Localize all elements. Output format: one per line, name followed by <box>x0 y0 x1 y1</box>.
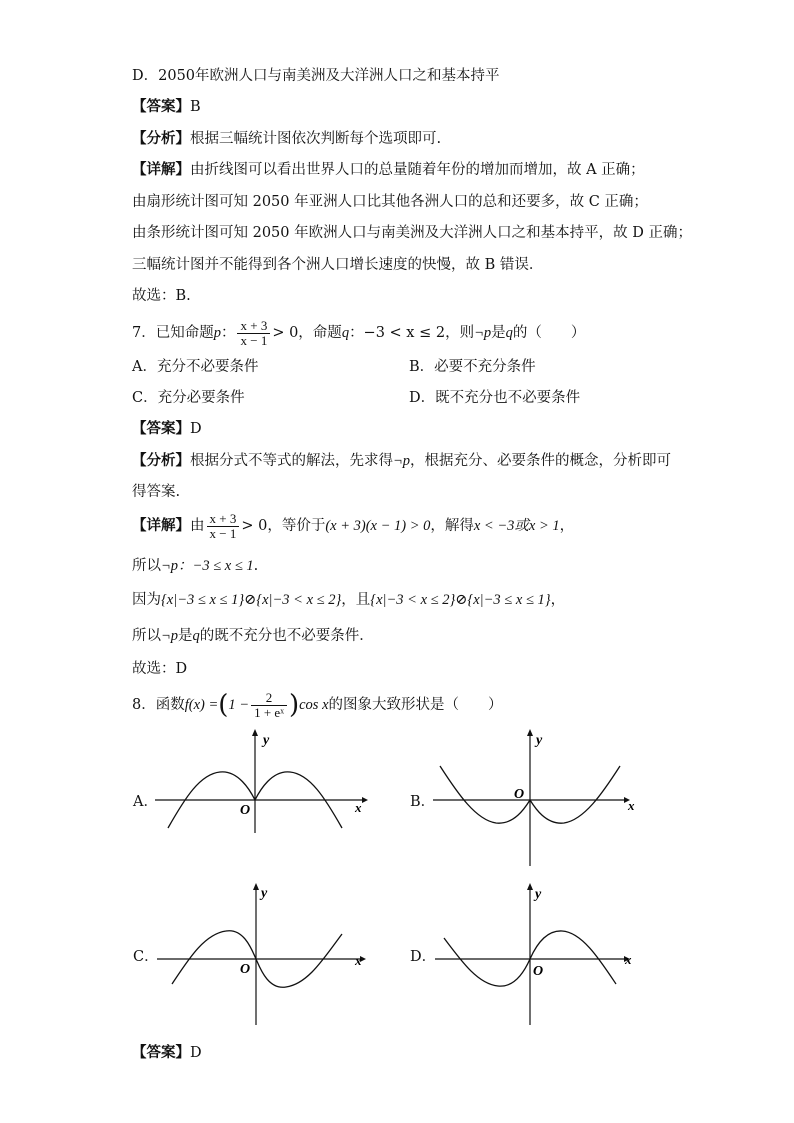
q7-detail-2-text: 所以 <box>132 558 161 574</box>
q7-q-end: q <box>505 325 513 341</box>
graph-b-origin-label: O <box>514 787 525 802</box>
q7-detail-fraction-denominator: x − 1 <box>209 525 237 541</box>
q7-option-d: D．既不充分也不必要条件 <box>409 390 581 406</box>
q7-analysis-text-c: ，根据充分、必要条件的概念，分析即可 <box>410 453 672 469</box>
q8-cos: cos x <box>299 697 329 713</box>
graph-d-y-label: y <box>535 887 542 902</box>
q7-fraction <box>237 319 270 348</box>
graph-d-y-arrow <box>527 883 533 890</box>
answer-line-previous <box>132 97 201 117</box>
q7-detail-text-d: ，解得 <box>430 518 474 534</box>
q7-detail-solution: x < −3或x > 1 <box>473 518 560 534</box>
q7-gt0: > 0，命题 <box>272 325 342 341</box>
q7-detail-text-b: > 0，等价于 <box>241 518 326 534</box>
q7-detail-product: (x + 3)(x − 1) > 0 <box>325 518 431 534</box>
q7-analysis-tag: 【分析】 <box>132 452 190 469</box>
q7-detail-fraction-numerator: x + 3 <box>207 512 240 527</box>
graph-a-x-arrow <box>362 797 368 803</box>
q7-analysis-line-1 <box>132 451 671 471</box>
answer-value: B <box>190 99 201 115</box>
q7-choice-line: 故选：D <box>132 661 188 677</box>
choice-line-previous: 故选：B. <box>132 288 191 304</box>
q7-detail-tag: 【详解】 <box>132 517 190 534</box>
q7-option-a: A．充分不必要条件 <box>132 359 259 375</box>
answer-tag: 【答案】 <box>132 98 190 115</box>
q8-fraction-numerator: 2 <box>251 691 287 706</box>
q7-analysis-not-p: ¬p <box>393 453 411 469</box>
q7-detail-4-text-c: 是 <box>178 628 193 644</box>
analysis-tag: 【分析】 <box>132 130 190 147</box>
question-7-stem <box>132 318 585 348</box>
q8-left-paren: ( <box>218 690 229 720</box>
q7-tail: 的（ ） <box>512 325 586 341</box>
q7-detail-line-4 <box>132 626 374 646</box>
graph-c-y-arrow <box>253 883 259 890</box>
q8-one-minus: 1 − <box>228 697 250 713</box>
q7-detail-text-f: ， <box>559 518 575 534</box>
q8-answer-value: D <box>190 1045 202 1061</box>
q7-detail-4-text-e: 的既不充分也不必要条件． <box>199 628 374 644</box>
q7-detail-4-q: q <box>192 628 200 644</box>
q8-option-c-label: C． <box>133 949 159 965</box>
q7-answer-line <box>132 419 202 439</box>
q8-fraction <box>251 691 287 720</box>
q7-detail-line-1 <box>132 511 574 541</box>
q8-answer-tag: 【答案】 <box>132 1044 190 1061</box>
q7-q-label: q <box>341 325 350 341</box>
q7-detail-not-p-range: ¬p：−3 ≤ x ≤ 1 <box>161 558 254 574</box>
graph-a-origin-label: O <box>240 803 251 818</box>
q7-analysis-line-2: 得答案. <box>132 484 181 500</box>
q7-detail-3-text-c: ，且 <box>341 592 371 608</box>
analysis-line-previous <box>132 129 441 149</box>
graph-c-y-label: y <box>261 886 268 901</box>
graph-a-y-label: y <box>263 733 270 748</box>
detail-line-previous-1 <box>132 160 645 180</box>
q7-is: 是 <box>491 325 506 341</box>
q7-detail-set-relation-1: {x|−3 ≤ x ≤ 1}⊘{x|−3 < x ≤ 2} <box>161 592 342 608</box>
q7-detail-4-not-p: ¬p <box>161 628 179 644</box>
q7-prefix: 7．已知命题 <box>132 325 214 341</box>
q7-p-label: p <box>213 325 221 341</box>
q7-detail-set-relation-2: {x|−3 < x ≤ 2}⊘{x|−3 ≤ x ≤ 1} <box>370 592 551 608</box>
q7-fraction-numerator: x + 3 <box>237 319 270 334</box>
graph-d-x-label: x <box>625 952 632 967</box>
q7-detail-3-text-a: 因为 <box>132 592 161 608</box>
q7-detail-text-a: 由 <box>190 518 205 534</box>
q8-graph-d <box>430 882 650 1027</box>
q7-colon: ： <box>220 325 236 341</box>
graph-c-origin-label: O <box>240 962 251 977</box>
graph-a-x-label: x <box>355 800 362 815</box>
q8-prefix: 8．函数 <box>132 697 185 713</box>
q8-right-paren: ) <box>288 690 300 720</box>
detail-line-previous-2: 由扇形统计图可知 2050 年亚洲人口比其他各洲人口的总和还要多，故 C 正确； <box>132 194 648 210</box>
graph-a-y-arrow <box>252 729 258 736</box>
q7-option-b: B．必要不充分条件 <box>409 359 536 375</box>
graph-b-y-label: y <box>536 733 543 748</box>
q8-graph-c <box>152 882 372 1027</box>
q7-detail-line-2 <box>132 556 258 576</box>
q7-detail-line-3 <box>132 590 565 610</box>
q8-graph-a <box>150 728 370 833</box>
graph-b-x-label: x <box>628 798 635 813</box>
graph-c-x-label: x <box>355 953 362 968</box>
q8-option-b-label: B． <box>410 794 436 810</box>
q7-detail-2-end: . <box>253 558 259 574</box>
q7-option-c: C．充分必要条件 <box>132 390 245 406</box>
q7-q-condition: ：−3 < x ≤ 2，则 <box>349 325 475 341</box>
q8-fx: f(x) = <box>184 697 219 713</box>
q8-option-d-label: D． <box>410 949 437 965</box>
question-8-stem <box>132 690 503 720</box>
q7-not-p: ¬p <box>474 325 492 341</box>
q8-answer-line <box>132 1043 202 1063</box>
graph-d-origin-label: O <box>533 964 544 979</box>
q8-graph-b <box>428 728 648 868</box>
q7-analysis-text-a: 根据分式不等式的解法，先求得 <box>190 453 393 469</box>
detail-text: 由折线图可以看出世界人口的总量随着年份的增加而增加，故 A 正确； <box>190 162 645 178</box>
q8-fraction-denominator: 1 + eˣ <box>254 704 284 720</box>
q8-option-a-label: A． <box>133 794 158 810</box>
option-d-previous: D．2050年欧洲人口与南美洲及大洋洲人口之和基本持平 <box>132 68 500 84</box>
graph-b-y-arrow <box>527 729 533 736</box>
q7-detail-4-text-a: 所以 <box>132 628 161 644</box>
detail-tag: 【详解】 <box>132 161 190 178</box>
q7-fraction-denominator: x − 1 <box>240 332 268 348</box>
q8-tail: 的图象大致形状是（ ） <box>328 697 503 713</box>
q7-detail-fraction <box>207 512 240 541</box>
q7-answer-value: D <box>190 421 202 437</box>
analysis-text: 根据三幅统计图依次判断每个选项即可. <box>190 131 442 147</box>
q7-answer-tag: 【答案】 <box>132 420 190 437</box>
detail-line-previous-4: 三幅统计图并不能得到各个洲人口增长速度的快慢，故 B 错误． <box>132 257 544 273</box>
detail-line-previous-3: 由条形统计图可知 2050 年欧洲人口与南美洲及大洋洲人口之和基本持平，故 D 正确； <box>132 225 692 241</box>
q7-detail-3-text-e: ， <box>550 592 566 608</box>
